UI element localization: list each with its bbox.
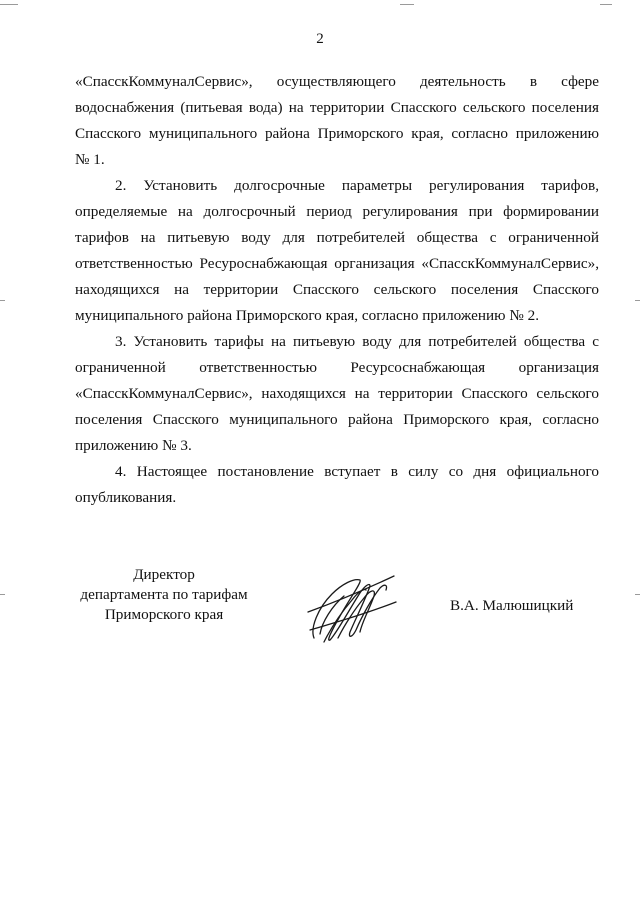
clause-4-line: 4. Настоящее постановление вступает в силу со дня официального [115,463,599,480]
clause-4 [75,459,599,511]
clause-3-line: «СпасскКоммуналСервис», находящихся на территории Спасского сельского [75,385,599,402]
clause-2 [75,173,599,329]
scan-edge-mark [0,4,18,5]
clause-3-line: приложению № 3. [75,437,192,454]
scan-edge-mark [400,4,414,5]
scan-edge-mark [0,594,5,595]
clause-4-line: опубликования. [75,489,177,506]
scan-edge-mark [635,594,640,595]
clause-2-line: муниципального района Приморского края, согласно приложению № 2. [75,307,539,324]
intro-line: № 1. [75,151,105,168]
signatory-title-line: департамента по тарифам [80,586,248,603]
signatory-title-line: Директор [133,566,195,583]
intro-line: водоснабжения (питьевая вода) на территории Спасского сельского поселения [75,99,599,116]
clause-3-line: 3. Установить тарифы на питьевую воду для потребителей общества с [115,333,599,350]
clause-2-line: находящихся на территории Спасского сельского поселения Спасского [75,281,599,298]
page-number: 2 [316,31,324,47]
intro-line: Спасского муниципального района Приморского края, согласно приложению [75,125,599,142]
scan-edge-mark [635,300,640,301]
scan-edge-mark [600,4,612,5]
clause-2-line: тарифов на питьевую воду для потребителей общества с ограниченной [75,229,599,246]
signatory-title-line: Приморского края [104,606,224,623]
document-body [75,69,599,511]
clause-3-line: поселения Спасского муниципального района Приморского края, согласно [75,411,599,428]
signatory-title [76,565,252,625]
signer-name: В.А. Малюшицкий [450,597,574,614]
intro-line: «СпасскКоммуналСервис», осуществляющего деятельность в сфере [75,73,599,90]
handwritten-signature-icon [300,568,400,650]
clause-3-line: ограниченной ответственностью Ресурсоснабжающая организация [75,359,599,376]
clause-2-line: определяемые на долгосрочный период регулирования при формировании [75,203,599,220]
clause-2-line: ответственностью Ресуроснабжающая организация «СпасскКоммуналСервис», [75,255,599,272]
clause-3 [75,329,599,459]
scan-edge-mark [0,300,5,301]
intro-paragraph [75,69,599,173]
clause-2-line: 2. Установить долгосрочные параметры регулирования тарифов, [115,177,599,194]
